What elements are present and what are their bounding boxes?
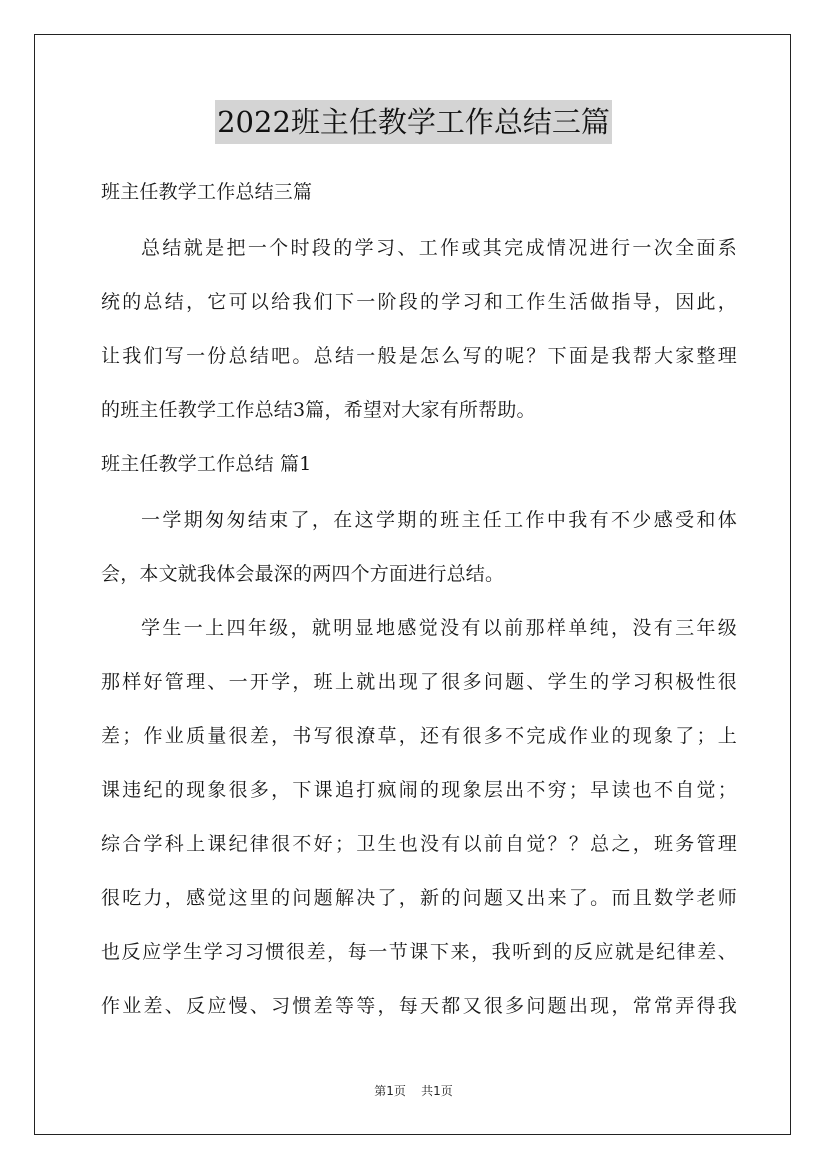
paragraph-line: 作业差、反应慢、习惯差等等，每天都又很多问题出现，常常弄得我 [101,995,737,1017]
total-pages: 共1页 [421,1084,453,1098]
paragraph-line: 很吃力，感觉这里的问题解决了，新的问题又出来了。而且数学老师 [101,887,737,909]
paragraph-line: 一学期匆匆结束了，在这学期的班主任工作中我有不少感受和体 [141,509,737,531]
title-container [0,100,827,144]
paragraph-line: 总结就是把一个时段的学习、工作或其完成情况进行一次全面系 [141,237,737,259]
section-heading: 班主任教学工作总结 篇1 [101,453,312,475]
page-number: 第1页 [374,1084,406,1098]
paragraph-line: 也反应学生学习习惯很差，每一节课下来，我听到的反应就是纪律差、 [101,941,737,963]
paragraph-line: 统的总结，它可以给我们下一阶段的学习和工作生活做指导，因此， [101,291,737,313]
paragraph-line: 课违纪的现象很多，下课追打疯闹的现象层出不穷；早读也不自觉； [101,779,737,801]
paragraph-line: 差；作业质量很差，书写很潦草，还有很多不完成作业的现象了；上 [101,725,737,747]
paragraph-line: 学生一上四年级，就明显地感觉没有以前那样单纯，没有三年级 [141,617,737,639]
paragraph-line: 让我们写一份总结吧。总结一般是怎么写的呢？下面是我帮大家整理 [101,345,737,367]
document-title: 2022班主任教学工作总结三篇 [215,100,612,144]
paragraph-line: 那样好管理、一开学，班上就出现了很多问题、学生的学习积极性很 [101,671,737,693]
subtitle-line: 班主任教学工作总结三篇 [101,181,313,203]
page-footer [0,1083,827,1099]
paragraph-line: 的班主任教学工作总结3篇，希望对大家有所帮助。 [101,399,536,421]
paragraph-line: 综合学科上课纪律很不好；卫生也没有以前自觉？？总之，班务管理 [101,833,737,855]
paragraph-line: 会，本文就我体会最深的两四个方面进行总结。 [101,563,505,585]
